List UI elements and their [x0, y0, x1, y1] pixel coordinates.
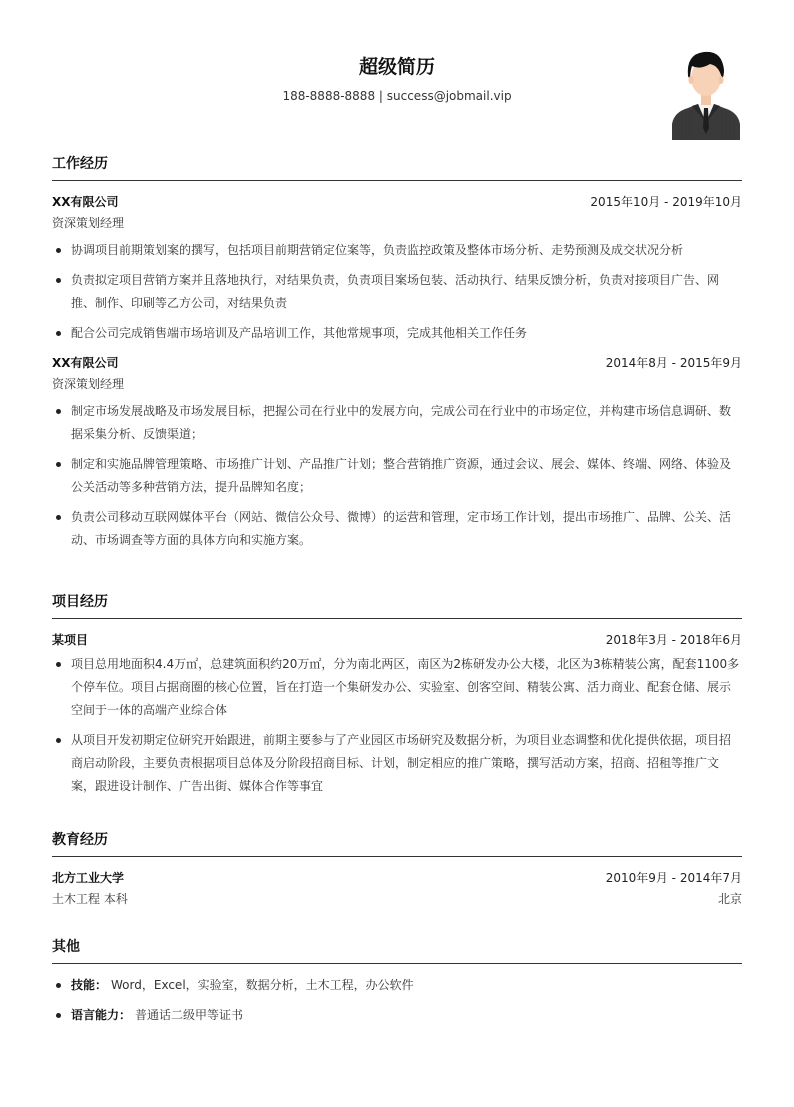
list-item: 制定市场发展战略及市场发展目标，把握公司在行业中的发展方向，完成公司在行业中的市场定位，并构建市场信息调研、数据采集分析、反馈渠道； — [52, 400, 742, 446]
school-location: 北京 — [717, 892, 742, 906]
project-entry — [52, 629, 742, 798]
work-period: 2014年8月 - 2015年9月 — [605, 355, 742, 370]
skills-item — [52, 974, 742, 997]
work-duties-list — [52, 239, 742, 345]
section-title-education: 教育经历 — [52, 830, 742, 857]
school-name: 北方工业大学 — [52, 870, 125, 885]
work-entry — [52, 191, 742, 345]
job-title: 资深策划经理 — [52, 216, 125, 230]
education-section — [52, 830, 742, 911]
other-section — [52, 937, 742, 1034]
education-period: 2010年9月 - 2014年7月 — [605, 870, 742, 885]
section-title-work: 工作经历 — [52, 154, 742, 181]
project-period: 2018年3月 - 2018年6月 — [605, 632, 742, 647]
skills-label: 技能： — [71, 978, 108, 992]
list-item: 负责公司移动互联网媒体平台（网站、微信公众号、微博）的运营和管理，定市场工作计划，提出市场推广、品牌、公关、活动、市场调查等方面的具体方向和实施方案。 — [52, 506, 742, 552]
project-experience-section — [52, 592, 742, 805]
language-item — [52, 1004, 742, 1027]
work-experience-section — [52, 154, 742, 559]
list-item: 项目总用地面积4.4万㎡，总建筑面积约20万㎡，分为南北两区，南区为2栋研发办公大楼，北区为3栋精装公寓，配套1100多个停车位。项目占据商圈的核心位置，旨在打造一个集研发办公、实验室、创客空间、精装公寓、活力商业、配套仓储、展示空间于一体的高端产业综合体 — [52, 653, 742, 722]
list-item: 负责拟定项目营销方案并且落地执行，对结果负责，负责项目案场包装、活动执行、结果反馈分析，负责对接项目广告、网推、制作、印刷等乙方公司，对结果负责 — [52, 269, 742, 315]
work-duties-list — [52, 400, 742, 552]
language-label: 语言能力： — [71, 1008, 132, 1022]
work-entry — [52, 352, 742, 552]
work-period: 2015年10月 - 2019年10月 — [590, 194, 742, 209]
company-name: XX有限公司 — [52, 194, 119, 209]
project-name: 某项目 — [52, 632, 89, 647]
company-name: XX有限公司 — [52, 355, 119, 370]
avatar — [670, 44, 742, 140]
list-item: 制定和实施品牌管理策略、市场推广计划、产品推广计划；整合营销推广资源，通过会议、展会、媒体、终端、网络、体验及公关活动等多种营销方法，提升品牌知名度； — [52, 453, 742, 499]
section-title-other: 其他 — [52, 937, 742, 964]
list-item: 从项目开发初期定位研究开始跟进，前期主要参与了产业园区市场研究及数据分析，为项目业态调整和优化提供依据，项目招商启动阶段，主要负责根据项目总体及分阶段招商目标、计划，制定相应的推广策略，撰写活动方案，招商、招租等推广文案，跟进设计制作、广告出街、媒体合作等事宜 — [52, 729, 742, 798]
major-degree: 土木工程 本科 — [52, 892, 128, 906]
candidate-name: 超级简历 — [358, 56, 435, 78]
list-item: 协调项目前期策划案的撰写，包括项目前期营销定位案等，负责监控政策及整体市场分析、走势预测及成交状况分析 — [52, 239, 742, 262]
job-title: 资深策划经理 — [52, 377, 125, 391]
resume-header — [52, 48, 742, 148]
contact-info: 188-8888-8888 | success@jobmail.vip — [282, 89, 512, 103]
list-item: 配合公司完成销售端市场培训及产品培训工作，其他常规事项，完成其他相关工作任务 — [52, 322, 742, 345]
other-list — [52, 974, 742, 1027]
skills-value: Word，Excel，实验室，数据分析，土木工程，办公软件 — [111, 978, 414, 992]
section-title-projects: 项目经历 — [52, 592, 742, 619]
project-details-list — [52, 653, 742, 798]
language-value: 普通话二级甲等证书 — [135, 1008, 244, 1022]
